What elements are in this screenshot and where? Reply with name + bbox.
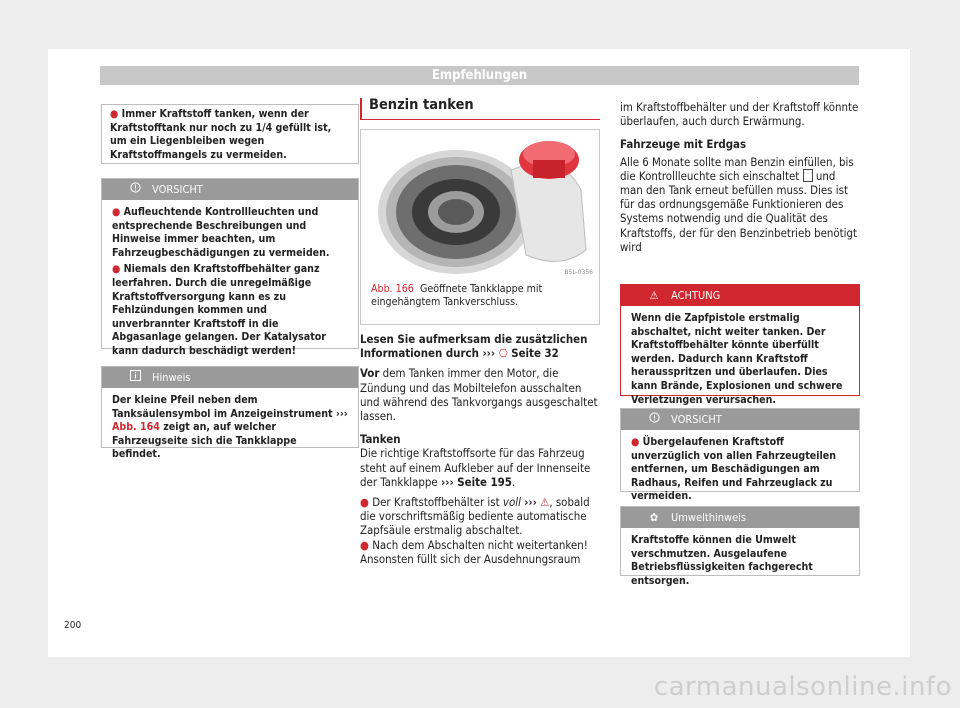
warning-triangle-icon: ⚠	[649, 289, 659, 302]
paragraph: Alle 6 Monate sollte man Benzin einfüllen, bis die Kontrollleuchte sich einschaltet und man den Tank erneut befüllen muss. Dies ist für das ordnungsgemäße Funktionieren des Systems notwendig und die Qualität des Kraftstoffs, der für den Benzinbetrieb benötigt wird	[620, 154, 858, 254]
umwelt-header: ✿ Umwelthinweis	[621, 507, 859, 528]
info-circle-icon	[128, 179, 142, 200]
book-ref-icon: ⎔	[498, 346, 508, 361]
vorsicht-body	[102, 200, 358, 370]
page-title: Benzin tanken	[369, 97, 474, 113]
vorsicht-body: ● Übergelaufenen Kraftstoff unverzüglich von allen Fahrzeugteilen entfernen, um Beschädigungen am Radhaus, Reifen und Fahrzeuglack zu vermeiden.	[631, 436, 837, 503]
section-header: Empfehlungen	[100, 66, 859, 85]
info-circle-icon	[647, 409, 661, 430]
gas-indicator-icon	[803, 169, 813, 182]
hinweis-header: Hinweis	[102, 367, 358, 388]
list-item: ● Niemals den Kraftstoffbehälter ganz leerfahren. Durch die unregelmäßige Kraftstoffversorgung kann es zu Fehlzündungen kommen und unverbrannter Kraftstoff in die Abgasanlage gelangen. Der Katalysator kann dadurch beschädigt werden!	[112, 263, 327, 357]
middle-text	[360, 332, 600, 566]
hinweis-box	[101, 366, 359, 461]
list-item: ● Nach dem Abschalten nicht weitertanken! Ansonsten füllt sich der Ausdehnungsraum	[360, 537, 588, 566]
intro-note: ● Immer Kraftstoff tanken, wenn der Kraftstofftank nur noch zu 1/4 gefüllt ist, um ein Liegenbleiben wegen Kraftstoffmangels zu vermeiden.	[101, 104, 359, 164]
figure-166	[360, 129, 600, 325]
page-link[interactable]: Seite 32	[511, 346, 559, 361]
title-bar	[360, 98, 600, 120]
info-icon	[128, 367, 142, 388]
paragraph: Die richtige Kraftstoffsorte für das Fahrzeug steht auf einem Aufkleber auf der Innenseite der Tankklappe ››› Seite 195.	[360, 446, 591, 489]
watermark: carmanualsonline.info	[653, 672, 952, 702]
vorsicht-box-left	[101, 178, 359, 357]
achtung-box	[620, 284, 860, 406]
figure-caption: Abb. 166 Geöffnete Tankklappe mit eingehängtem Tankverschluss.	[371, 283, 543, 309]
fuel-cap-illustration	[361, 130, 599, 278]
list-item: ● Der Kraftstoffbehälter ist voll ››› ⚠, sobald die vorschriftsmäßig bediente automatische Zapfsäule erstmalig abschaltet.	[360, 495, 590, 538]
achtung-header: ⚠ ACHTUNG	[621, 285, 859, 306]
page-link[interactable]: ››› Seite 195	[441, 474, 512, 489]
umwelt-box	[620, 506, 860, 587]
figure-code: B5L-0356	[564, 269, 593, 276]
paragraph: im Kraftstoffbehälter und der Kraftstoff könnte überlaufen, auch durch Erwärmung.	[620, 100, 859, 129]
paragraph: Vor dem Tanken immer den Motor, die Zündung und das Mobiltelefon ausschalten und während des Tankvorgangs ausgeschaltet lassen.	[360, 366, 598, 424]
warning-triangle-icon: ⚠	[540, 495, 550, 510]
umwelt-body: Kraftstoffe können die Umwelt verschmutzen. Ausgelaufene Betriebsflüssigkeiten fachgerecht entsorgen.	[631, 534, 813, 587]
vorsicht-header: VORSICHT	[102, 179, 358, 200]
list-item: ● Aufleuchtende Kontrollleuchten und entsprechende Beschreibungen und Hinweise immer beachten, um Fahrzeugbeschädigungen zu vermeiden.	[112, 206, 330, 259]
vorsicht-box-right	[620, 408, 860, 503]
lead-paragraph: Lesen Sie aufmerksam die zusätzlichen Informationen durch ››› ⎔ Seite 32	[360, 332, 588, 361]
achtung-body: Wenn die Zapfpistole erstmalig abschaltet, nicht weiter tanken. Der Kraftstoffbehälter könnte überfüllt werden. Dadurch kann Kraftstoff herausspritzen und überlaufen. Dies kann Brände, Explosionen und schwere Verletzungen verursachen.	[631, 312, 843, 406]
right-text	[620, 100, 860, 254]
subheading-erdgas: Fahrzeuge mit Erdgas	[620, 137, 747, 152]
hinweis-body: Der kleine Pfeil neben dem Tanksäulensymbol im Anzeigeinstrument ››› Abb. 164 zeigt an, auf welcher Fahrzeugseite sich die Tankklappe befindet.	[112, 394, 348, 461]
figure-link[interactable]: Abb. 164	[112, 421, 160, 434]
middle-column	[360, 98, 600, 120]
vorsicht-header: VORSICHT	[621, 409, 859, 430]
flower-icon: ✿	[649, 511, 659, 524]
subheading-tanken: Tanken	[360, 432, 401, 447]
page-number: 200	[64, 620, 82, 631]
